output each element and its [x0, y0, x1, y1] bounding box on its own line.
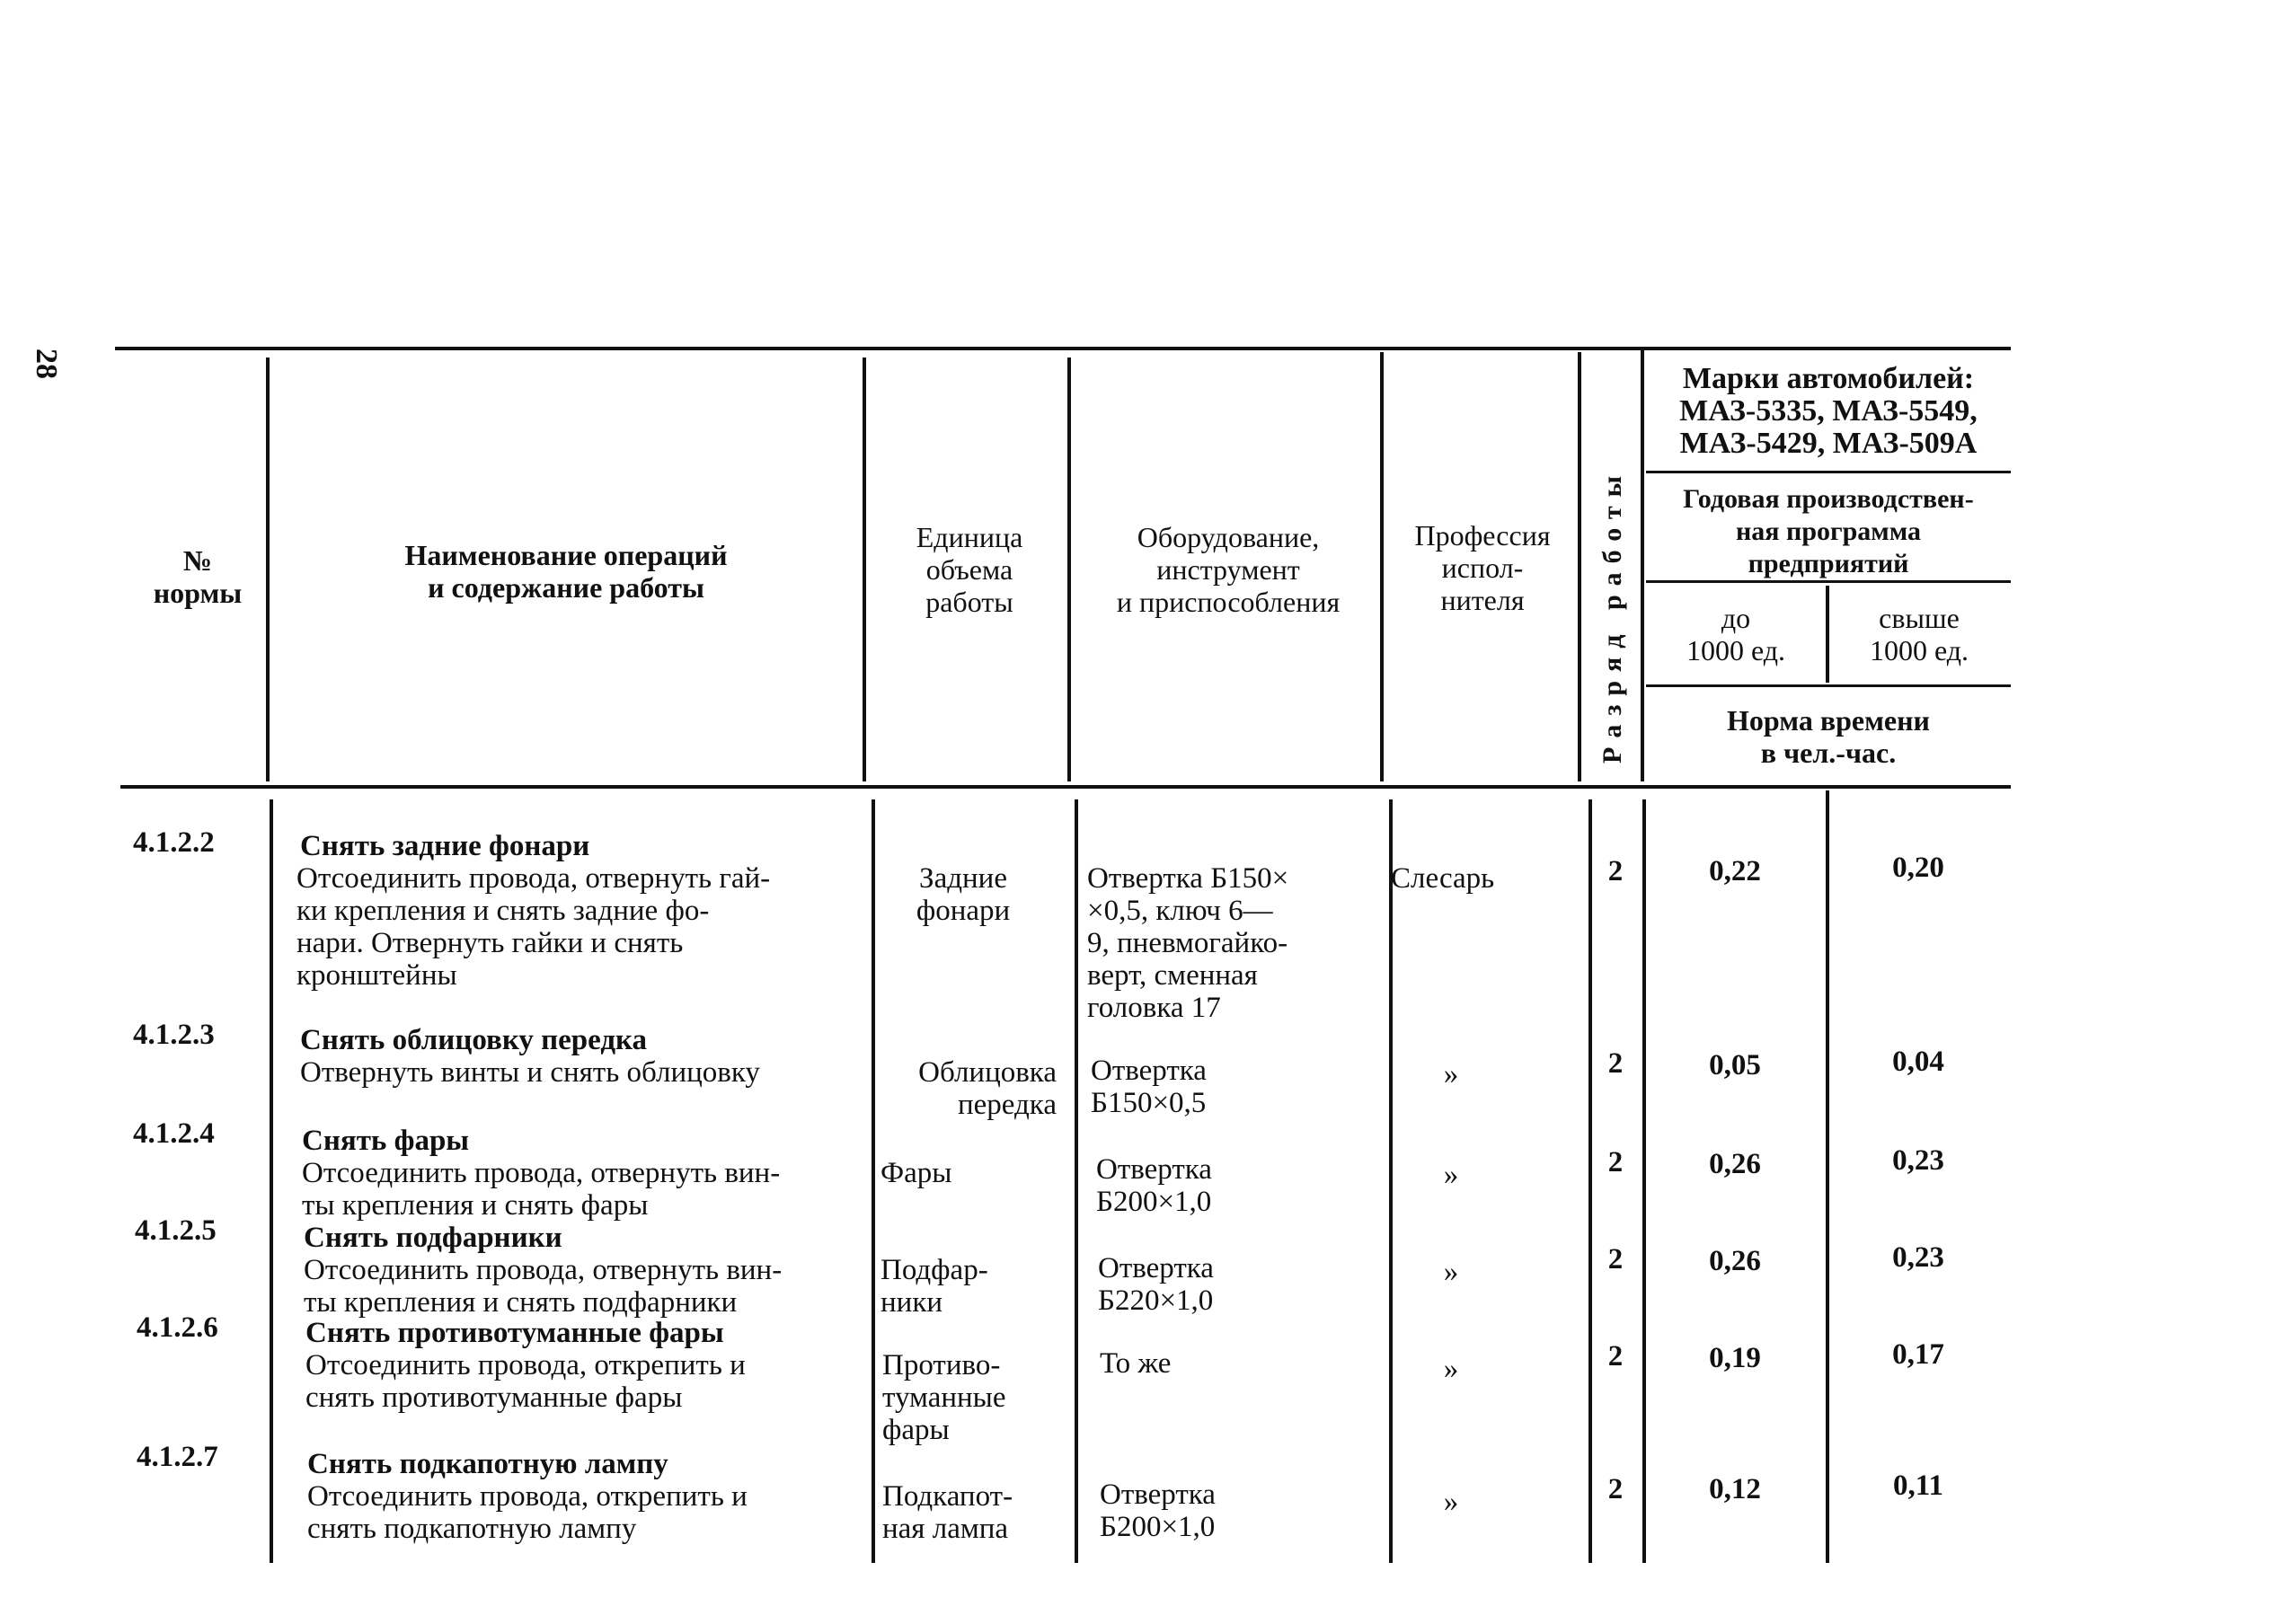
program-rule: [1646, 580, 2011, 583]
body-rule-3: [1075, 799, 1078, 1563]
row-6-over: 0,11: [1893, 1470, 1943, 1502]
row-3-no: 4.1.2.4: [133, 1117, 215, 1150]
row-4-title: Снять подфарники: [304, 1222, 562, 1254]
header-col-profession: Профессия испол- нителя: [1414, 519, 1551, 616]
row-2-grade: 2: [1607, 1047, 1624, 1080]
row-6-grade: 2: [1607, 1473, 1624, 1505]
header-program: Годовая производствен- ная программа предприятий: [1683, 484, 1974, 578]
col-rule-1: [266, 357, 270, 781]
row-1-equipment: Отвертка Б150× ×0,5, ключ 6— 9, пневмогайко- верт, сменная головка 17: [1087, 862, 1289, 1024]
row-5-upto: 0,19: [1709, 1342, 1761, 1374]
row-1-upto: 0,22: [1709, 855, 1761, 887]
row-2-title: Снять облицовку передка: [300, 1024, 648, 1056]
row-2-upto: 0,05: [1709, 1049, 1761, 1081]
table-top-rule: [115, 347, 2011, 350]
row-4-no: 4.1.2.5: [135, 1214, 217, 1247]
brands-rule: [1646, 471, 2011, 473]
row-5-no: 4.1.2.6: [137, 1311, 218, 1344]
row-1-no: 4.1.2.2: [133, 826, 215, 859]
row-3-title: Снять фары: [302, 1125, 470, 1157]
row-6-unit: Подкапот- ная лампа: [882, 1480, 1013, 1545]
header-upto: до 1000 ед.: [1686, 602, 1786, 666]
body-rule-4: [1389, 799, 1393, 1563]
row-5-equipment: То же: [1100, 1347, 1172, 1380]
row-5-unit: Противо- туманные фары: [882, 1349, 1006, 1446]
row-6-title: Снять подкапотную лампу: [307, 1448, 668, 1480]
row-6-equipment: Отвертка Б200×1,0: [1100, 1478, 1216, 1543]
header-brands: Марки автомобилей: МАЗ-5335, МАЗ-5549, МАЗ-5429, МАЗ-509А: [1679, 362, 1978, 460]
row-5-title: Снять противотуманные фары: [305, 1317, 724, 1349]
row-4-over: 0,23: [1892, 1241, 1944, 1274]
body-rule-5: [1588, 799, 1592, 1563]
row-3-over: 0,23: [1892, 1144, 1944, 1177]
row-3-desc: Отсоединить провода, отвернуть вин- ты крепления и снять фары: [302, 1157, 781, 1222]
row-5-desc: Отсоединить провода, открепить и снять противотуманные фары: [305, 1349, 746, 1414]
row-6-upto: 0,12: [1709, 1473, 1761, 1505]
row-6-no: 4.1.2.7: [137, 1441, 218, 1473]
row-4-desc: Отсоединить провода, отвернуть вин- ты крепления и снять подфарники: [304, 1254, 783, 1319]
row-3-unit: Фары: [881, 1157, 952, 1189]
row-1-desc: Отсоединить провода, отвернуть гай- ки крепления и снять задние фо- нари. Отвернуть гайки и снять кронштейны: [296, 862, 771, 992]
header-col-name: Наименование операций и содержание работы: [404, 539, 728, 604]
row-2-unit: Облицовка передка: [918, 1056, 1057, 1121]
row-1-title: Снять задние фонари: [300, 830, 590, 862]
body-rule-6: [1642, 799, 1646, 1563]
row-5-grade: 2: [1607, 1340, 1624, 1372]
row-6-profession: »: [1443, 1486, 1459, 1518]
row-3-profession: »: [1443, 1159, 1459, 1191]
header-col-unit: Единица объема работы: [916, 521, 1023, 618]
row-4-equipment: Отвертка Б220×1,0: [1098, 1252, 1214, 1317]
header-col-equipment: Оборудование, инструмент и приспособления: [1116, 521, 1341, 618]
row-2-no: 4.1.2.3: [133, 1019, 215, 1051]
row-1-unit: Задние фонари: [916, 862, 1011, 927]
col-rule-2: [863, 357, 866, 781]
row-4-grade: 2: [1607, 1243, 1624, 1275]
row-2-equipment: Отвертка Б150×0,5: [1091, 1055, 1207, 1119]
row-4-upto: 0,26: [1709, 1245, 1761, 1277]
row-1-profession: Слесарь: [1391, 862, 1495, 895]
header-col-no: № нормы: [153, 544, 243, 609]
row-5-over: 0,17: [1892, 1338, 1944, 1371]
header-bottom-rule: [120, 785, 2011, 789]
row-5-profession: »: [1443, 1353, 1459, 1385]
body-rule-7: [1826, 790, 1829, 1563]
row-4-unit: Подфар- ники: [881, 1254, 988, 1319]
row-2-desc: Отвернуть винты и снять облицовку: [300, 1056, 760, 1089]
volume-rule: [1646, 684, 2011, 687]
row-3-upto: 0,26: [1709, 1148, 1761, 1180]
header-col-grade: Разряд работы: [1597, 466, 1627, 763]
header-over: свыше 1000 ед.: [1869, 602, 1969, 666]
page-number: 28: [30, 349, 63, 379]
row-1-grade: 2: [1607, 855, 1624, 887]
row-3-grade: 2: [1607, 1146, 1624, 1178]
row-3-equipment: Отвертка Б200×1,0: [1096, 1153, 1212, 1218]
row-1-over: 0,20: [1892, 852, 1944, 884]
row-2-over: 0,04: [1892, 1046, 1944, 1078]
row-6-desc: Отсоединить провода, открепить и снять подкапотную лампу: [307, 1480, 748, 1545]
row-4-profession: »: [1443, 1256, 1459, 1288]
header-norm: Норма времени в чел.-час.: [1727, 704, 1930, 769]
col-rule-5: [1578, 352, 1581, 781]
col-rule-6: [1641, 350, 1644, 781]
row-2-profession: »: [1443, 1058, 1459, 1090]
body-rule-1: [270, 799, 273, 1563]
